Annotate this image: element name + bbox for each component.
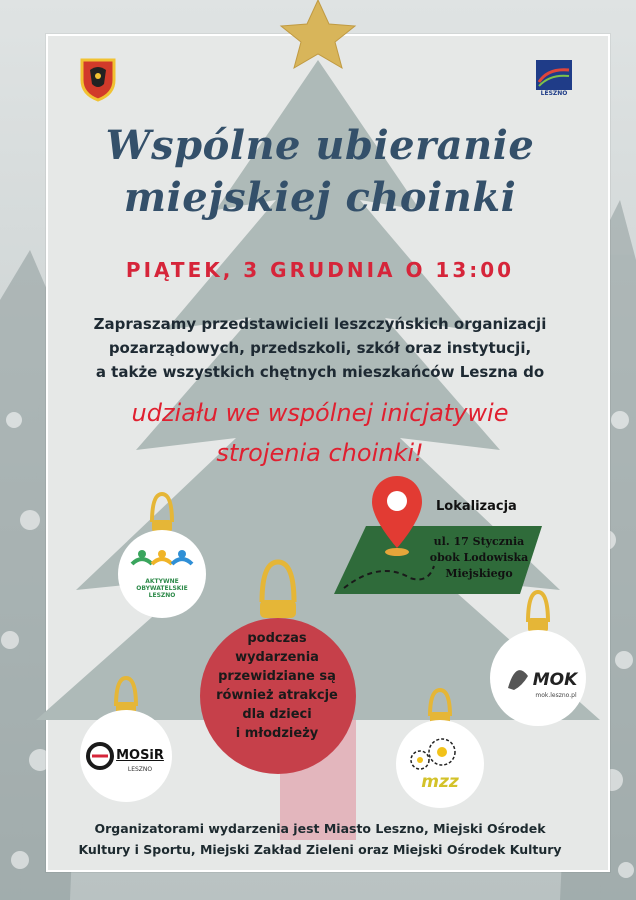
location-address (418, 534, 540, 582)
mzz-logo-text: mzz (421, 772, 459, 792)
mosir-logo-sub: LESZNO (127, 766, 153, 773)
intro-line-1: Zapraszamy przedstawicieli leszczyńskich organizacji (93, 315, 547, 333)
bubble-line-4: również atrakcje (216, 688, 338, 703)
location-line-1: ul. 17 Stycznia (433, 535, 525, 548)
activities-text (213, 629, 341, 743)
title-line-1: Wspólne ubieranie (105, 122, 535, 169)
organizers-text (60, 818, 580, 860)
star-icon (281, 0, 355, 68)
call-line-2: strojenia choinki! (216, 439, 424, 467)
leszno-logo (536, 60, 572, 100)
map-pin-icon (370, 474, 424, 558)
aktywne-line-2: OBYWATELSKIE (136, 585, 188, 592)
bubble-line-3: przewidziane są (218, 669, 336, 684)
title-line-2: miejskiej choinki (123, 174, 517, 221)
mosir-logo-text: MOSiR (116, 748, 164, 763)
ornament-mok (486, 590, 590, 726)
leszno-logo-label: LESZNO (540, 90, 568, 97)
location-line-3: Miejskiego (445, 567, 513, 580)
bubble-line-2: wydarzenia (235, 650, 319, 665)
leszno-logo-icon (536, 60, 572, 90)
location-label: Lokalizacja (436, 499, 517, 514)
mok-logo-text: MOK (532, 670, 578, 690)
bubble-line-5: dla dzieci (242, 707, 312, 722)
city-coat-of-arms-icon (78, 56, 118, 102)
location-line-2: obok Lodowiska (429, 551, 529, 564)
event-date: PIĄTEK, 3 GRUDNIA O 13:00 (125, 258, 515, 282)
ornament-aktywne (112, 492, 212, 618)
aktywne-logo-text (128, 578, 196, 599)
aktywne-line-1: AKTYWNE (145, 578, 179, 585)
call-line-1: udziału we wspólnej inicjatywie (131, 399, 509, 427)
organizers-line-1: Organizatorami wydarzenia jest Miasto Leszno, Miejski Ośrodek (94, 821, 546, 836)
bubble-line-1: podczas (247, 631, 307, 646)
intro-line-3: a także wszystkich chętnych mieszkańców Leszna do (95, 363, 545, 381)
bubble-line-6: i młodzieży (235, 726, 319, 741)
mok-logo-url: mok.leszno.pl (535, 692, 577, 699)
organizers-line-2: Kultury i Sportu, Miejski Zakład Zieleni oraz Miejski Ośrodek Kultury (78, 842, 562, 857)
intro-line-2: pozarządowych, przedszkoli, szkół oraz instytucji, (108, 339, 532, 357)
ornament-mosir (78, 676, 174, 802)
aktywne-line-3: LESZNO (148, 592, 176, 599)
